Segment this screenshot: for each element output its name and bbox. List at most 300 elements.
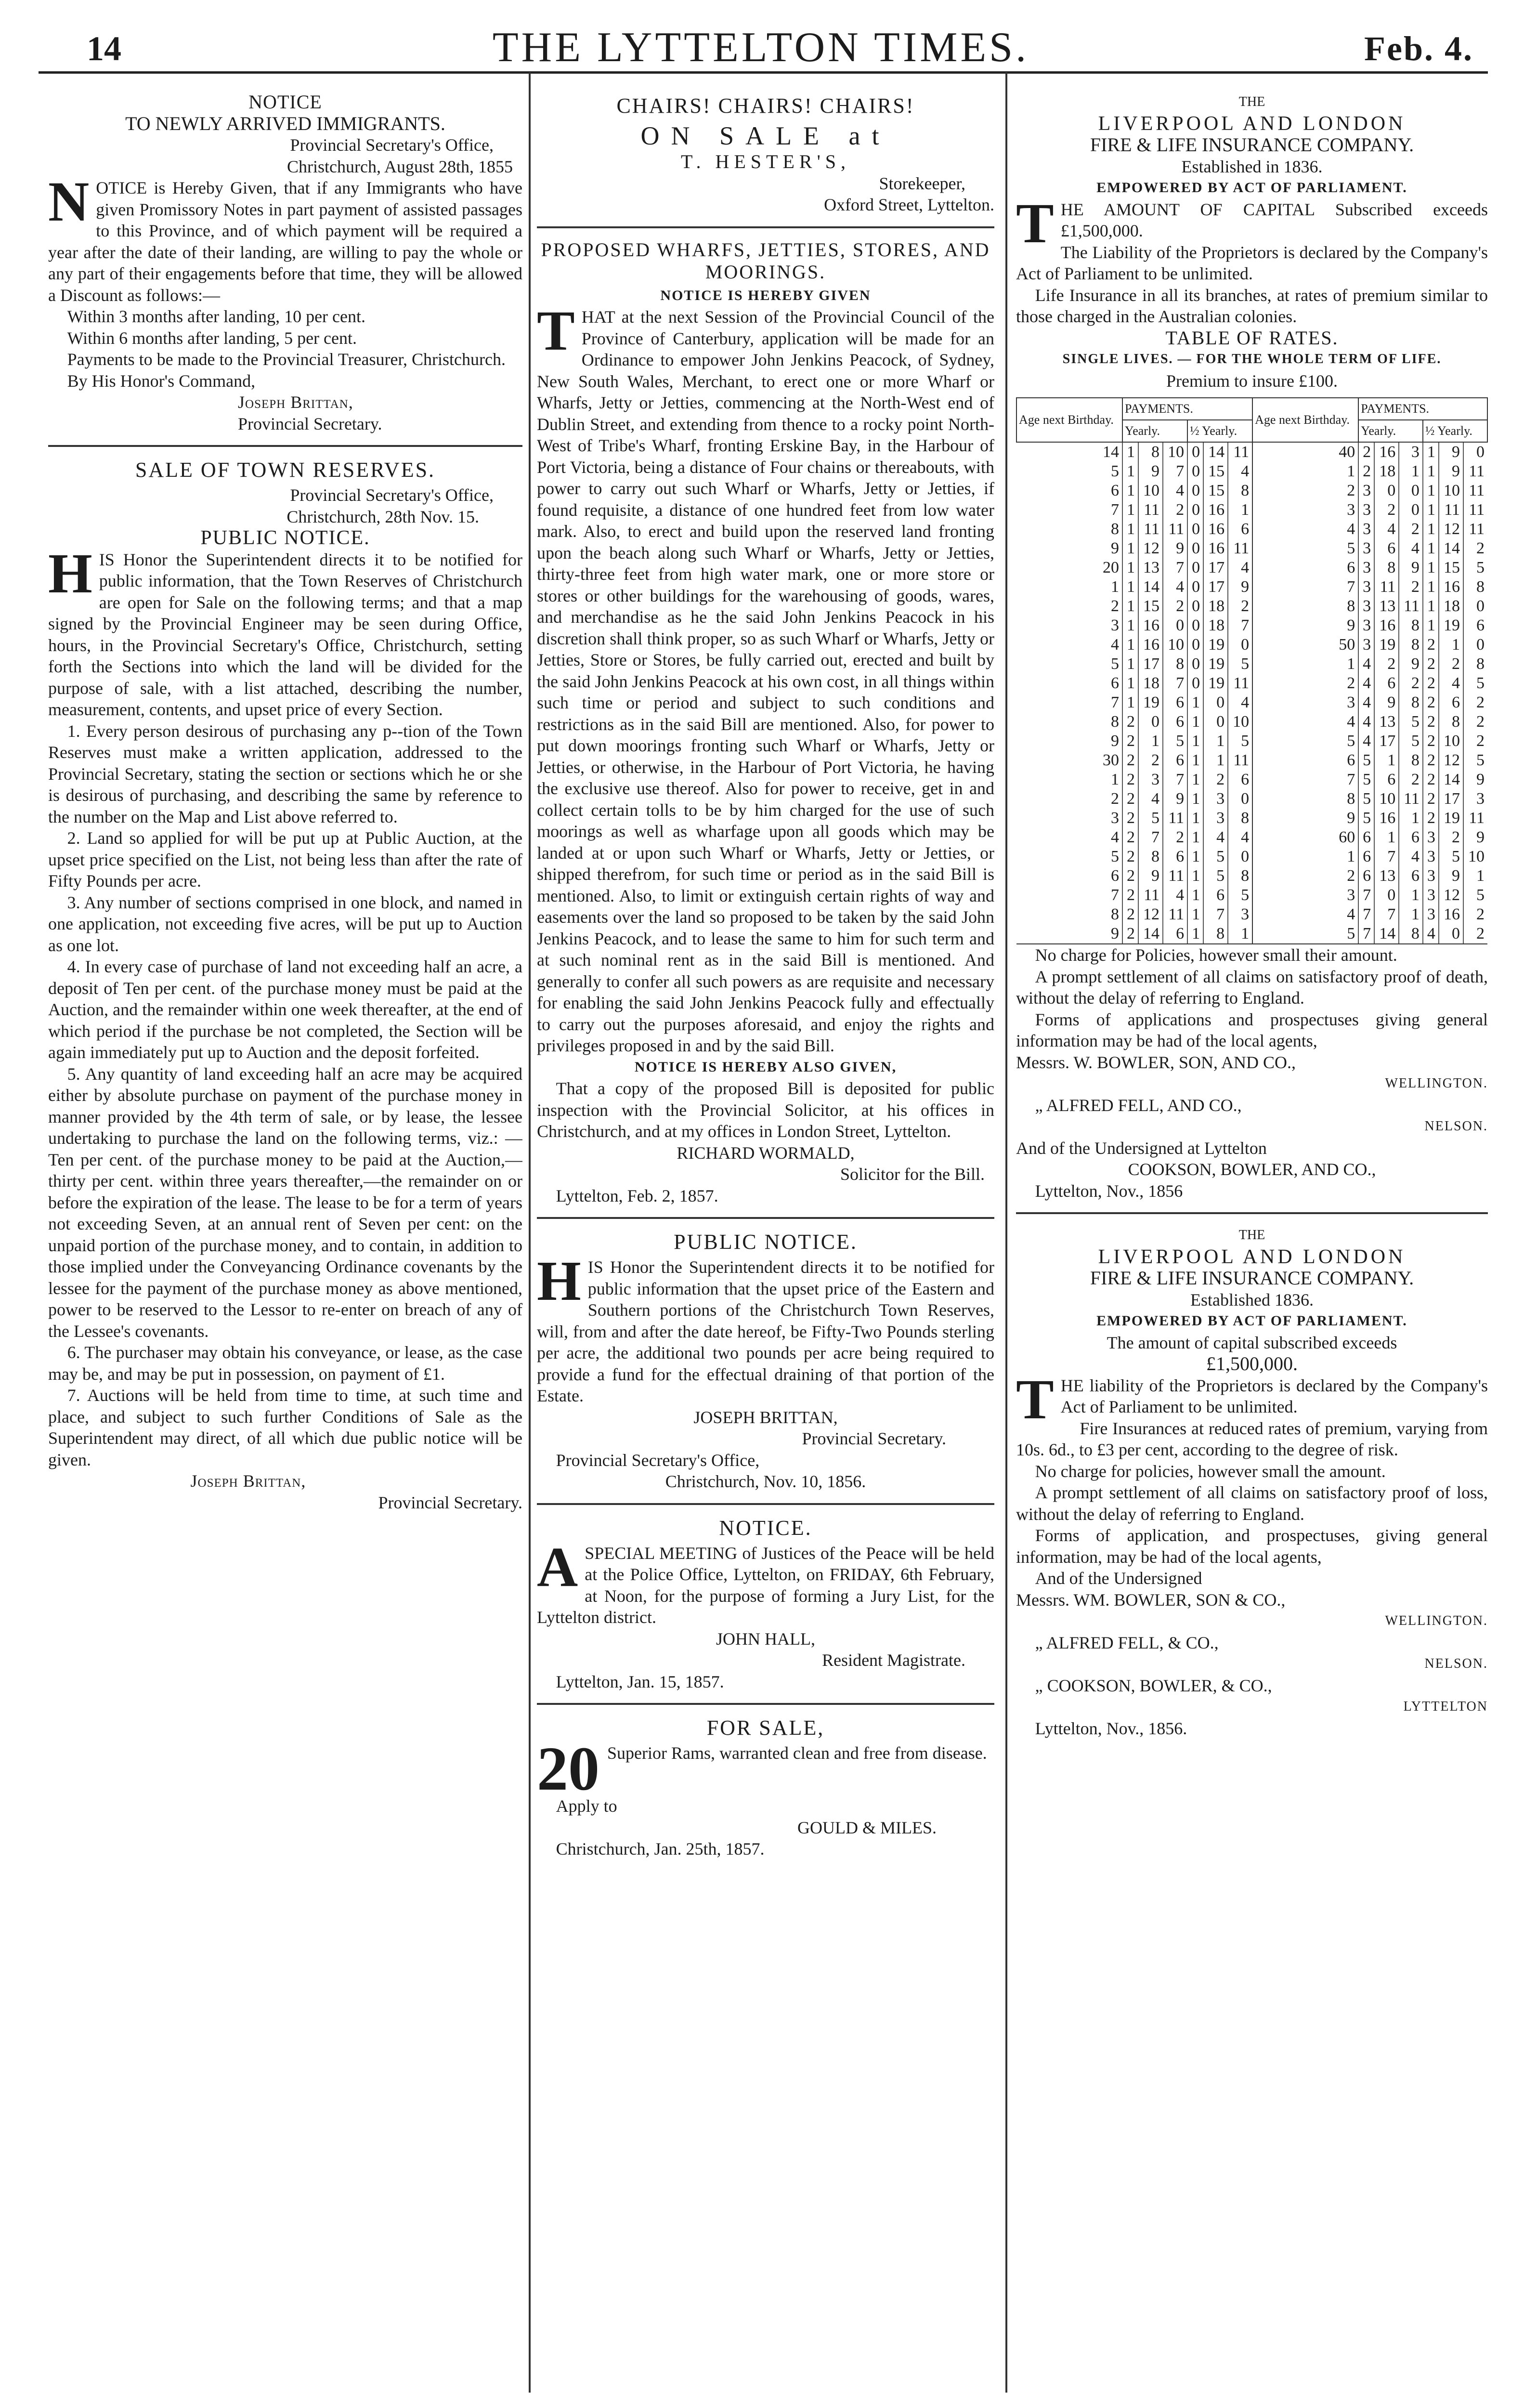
rates-cell: 7 xyxy=(1163,462,1187,481)
capital-line: The amount of capital subscribed exceeds xyxy=(1107,1333,1397,1352)
rates-cell: 3 xyxy=(1358,616,1374,635)
rates-cell: 8 xyxy=(1228,809,1252,828)
rates-cell: 0 xyxy=(1228,789,1252,809)
rates-cell: 19 xyxy=(1374,635,1399,654)
rates-cell: 0 xyxy=(1203,693,1228,712)
signature: Joseph Brittan, xyxy=(190,1471,306,1491)
rates-cell: 6 xyxy=(1358,866,1374,886)
rates-cell: 8 xyxy=(1463,654,1487,674)
rates-row xyxy=(1016,886,1487,905)
rates-cell: 1 xyxy=(1122,597,1138,616)
rates-cell: 9 xyxy=(1163,789,1187,809)
rates-row xyxy=(1016,442,1487,462)
rates-cell: 1 xyxy=(1122,481,1138,500)
rates-cell: 16 xyxy=(1138,635,1163,654)
apply-line: Apply to xyxy=(556,1796,617,1816)
rates-cell: 5 xyxy=(1163,732,1187,751)
discount-line: Within 3 months after landing, 10 per cent. xyxy=(67,307,365,326)
section-rule xyxy=(537,1503,994,1505)
date-line: Lyttelton, Nov., 1856. xyxy=(1035,1718,1187,1738)
empowered-line: EMPOWERED BY ACT OF PARLIAMENT. xyxy=(1096,180,1407,196)
rates-cell: 0 xyxy=(1399,500,1423,520)
notice-heading: NOTICE xyxy=(248,92,322,113)
rates-cell: 13 xyxy=(1374,866,1399,886)
company-name: FIRE & LIFE INSURANCE COMPANY. xyxy=(1090,1267,1414,1289)
term-paragraph: 7. Auctions will be held from time to time, at such time and place, and subject to such further Conditions of Sale as the Superintendent may direct, of all which due public notice will be given. xyxy=(48,1386,522,1469)
rates-cell: 11 xyxy=(1463,500,1487,520)
rates-cell: 5 xyxy=(1463,751,1487,770)
notice-heading: PROPOSED WHARFS, JETTIES, STORES, AND MOORINGS. xyxy=(541,238,990,283)
rates-cell: 0 xyxy=(1187,635,1203,654)
rates-cell: 13 xyxy=(1374,712,1399,732)
rates-cell: 9 xyxy=(1138,462,1163,481)
rates-cell: 1 xyxy=(1111,771,1120,788)
rates-cell: 1 xyxy=(1423,442,1439,462)
rates-cell: 0 xyxy=(1187,481,1203,500)
rates-cell: 1 xyxy=(1187,693,1203,712)
column-divider-2 xyxy=(1005,72,1007,2393)
rates-cell: 7 xyxy=(1228,616,1252,635)
rates-cell: 1 xyxy=(1423,577,1439,597)
rates-cell: 5 xyxy=(1138,809,1163,828)
rates-cell: 9 xyxy=(1374,693,1399,712)
table-title: TABLE OF RATES. xyxy=(1165,327,1339,349)
rates-cell: 1 xyxy=(1228,924,1252,944)
rates-cell: 5 xyxy=(1463,558,1487,577)
office-line: Provincial Secretary's Office, xyxy=(556,1450,760,1470)
agent-name: „ ALFRED FELL, AND CO., xyxy=(1035,1095,1242,1115)
half-yearly-header: ½ Yearly. xyxy=(1423,420,1487,442)
rates-cell: 7 xyxy=(1138,828,1163,847)
rates-cell: 5 xyxy=(1111,462,1120,480)
rates-cell: 30 xyxy=(1103,751,1120,769)
rates-cell: 0 xyxy=(1138,712,1163,732)
for-sale-ad xyxy=(537,1715,994,1860)
rates-cell: 12 xyxy=(1138,539,1163,558)
rates-cell: 1 xyxy=(1122,539,1138,558)
notice-subheading: NOTICE IS HEREBY ALSO GIVEN, xyxy=(634,1059,897,1075)
rates-cell: 7 xyxy=(1111,501,1120,519)
rates-cell: 2 xyxy=(1203,770,1228,789)
rates-cell: 3 xyxy=(1423,847,1439,866)
rates-cell: 0 xyxy=(1463,635,1487,654)
established-line: Established in 1836. xyxy=(1181,157,1323,176)
term-paragraph: 5. Any quantity of land exceeding half an acre may be acquired either by absolute purchase on payment of the purchase money in manner provided by the 4th term of sale, or by lease, the lessee undertaking to purchase the land on the following terms, viz.: —Ten per cent. of the purchase money to be paid at the Auction,—thirty per cent. within three years thereafter,—the remainder on or before the expiration of the lease. The lease to be for a term of years not exceeding Seven, at an annual rent of Seven per cent: on the unpaid portion of the purchase money, and to contain, in addition to those implied under the Conveyancing Ordinance covenants by the lessee for the payment of the purchase money as above mentioned, power to be reserved to the Lessor to re-enter on breach of any of the Lessee's covenants. xyxy=(48,1064,522,1341)
rates-cell: 1 xyxy=(1203,751,1228,770)
rates-cell: 1 xyxy=(1122,577,1138,597)
rates-cell: 0 xyxy=(1187,616,1203,635)
quantity-number: 20 xyxy=(537,1734,599,1804)
rates-cell: 1 xyxy=(1252,654,1358,674)
rates-cell: 2 xyxy=(1374,654,1399,674)
rates-cell: 6 xyxy=(1399,866,1423,886)
rates-cell: 6 xyxy=(1163,847,1187,866)
rates-row xyxy=(1016,847,1487,866)
rates-cell: 3 xyxy=(1358,597,1374,616)
rates-cell: 6 xyxy=(1439,693,1463,712)
signature-role: Solicitor for the Bill. xyxy=(840,1165,985,1184)
rates-cell: 8 xyxy=(1399,924,1423,944)
rates-cell: 2 xyxy=(1399,770,1423,789)
rates-cell: 2 xyxy=(1423,674,1439,693)
rates-cell: 4 xyxy=(1358,674,1374,693)
command-line: By His Honor's Command, xyxy=(67,371,256,391)
section-rule xyxy=(1016,1212,1488,1214)
rates-cell: 1 xyxy=(1423,462,1439,481)
rates-cell: 14 xyxy=(1138,577,1163,597)
ad-line: ON SALE at xyxy=(640,121,891,150)
rates-cell: 1 xyxy=(1228,500,1252,520)
rates-cell: 10 xyxy=(1163,635,1187,654)
rates-cell: 6 xyxy=(1358,847,1374,866)
rates-cell: 3 xyxy=(1111,616,1120,634)
discount-line: Within 6 months after landing, 5 per cent. xyxy=(67,328,357,348)
rates-cell: 4 xyxy=(1358,712,1374,732)
rates-cell: 5 xyxy=(1203,866,1228,886)
rates-cell: 8 xyxy=(1228,866,1252,886)
rates-cell: 9 xyxy=(1111,732,1120,750)
rates-cell: 4 xyxy=(1228,828,1252,847)
agent-name: Messrs. WM. BOWLER, SON & CO., xyxy=(1016,1590,1286,1610)
rates-cell: 3 xyxy=(1423,866,1439,886)
rates-cell: 1 xyxy=(1122,520,1138,539)
rates-cell: 1 xyxy=(1439,635,1463,654)
payments-header: PAYMENTS. xyxy=(1122,398,1252,420)
rates-cell: 1 xyxy=(1399,462,1423,481)
rates-cell: 9 xyxy=(1163,539,1187,558)
table-premium: Premium to insure £100. xyxy=(1166,371,1338,391)
rates-cell: 9 xyxy=(1463,770,1487,789)
date-line: Christchurch, Jan. 25th, 1857. xyxy=(556,1839,765,1858)
rates-row xyxy=(1016,635,1487,654)
rates-cell: 18 xyxy=(1374,462,1399,481)
rates-cell: 18 xyxy=(1203,597,1228,616)
rates-cell: 2 xyxy=(1423,732,1439,751)
rates-cell: 1 xyxy=(1187,789,1203,809)
column-2 xyxy=(537,92,994,2393)
rates-cell: 1 xyxy=(1187,866,1203,886)
rates-cell: 7 xyxy=(1358,905,1374,924)
rates-cell: 8 xyxy=(1399,751,1423,770)
rates-cell: 3 xyxy=(1463,789,1487,809)
rates-cell: 7 xyxy=(1252,577,1358,597)
rates-cell: 8 xyxy=(1374,558,1399,577)
rates-cell: 0 xyxy=(1228,635,1252,654)
rates-cell: 20 xyxy=(1103,559,1120,576)
rates-cell: 3 xyxy=(1358,539,1374,558)
rates-cell: 6 xyxy=(1374,770,1399,789)
rates-cell: 4 xyxy=(1399,539,1423,558)
notice-heading: PUBLIC NOTICE. xyxy=(674,1230,858,1254)
rates-cell: 1 xyxy=(1111,578,1120,596)
public-notice xyxy=(537,1230,994,1492)
rates-cell: 4 xyxy=(1228,693,1252,712)
yearly-header: Yearly. xyxy=(1122,420,1187,442)
rates-cell: 6 xyxy=(1111,867,1120,885)
rates-cell: 7 xyxy=(1163,558,1187,577)
rates-cell: 4 xyxy=(1358,732,1374,751)
rates-cell: 6 xyxy=(1252,751,1358,770)
rates-table xyxy=(1016,397,1488,944)
rates-cell: 3 xyxy=(1228,905,1252,924)
date-line: Lyttelton, Jan. 15, 1857. xyxy=(556,1672,724,1691)
rates-cell: 5 xyxy=(1358,789,1374,809)
rates-cell: 5 xyxy=(1228,654,1252,674)
rates-cell: 1 xyxy=(1122,558,1138,577)
rates-cell: 11 xyxy=(1163,809,1187,828)
agent-place: NELSON. xyxy=(1424,1656,1488,1671)
empowered-line: EMPOWERED BY ACT OF PARLIAMENT. xyxy=(1096,1313,1407,1329)
rates-row xyxy=(1016,481,1487,500)
rates-cell: 11 xyxy=(1163,520,1187,539)
special-meeting-notice xyxy=(537,1516,994,1693)
rates-cell: 2 xyxy=(1122,789,1138,809)
rates-cell: 3 xyxy=(1399,442,1423,462)
rates-cell: 9 xyxy=(1016,924,1122,944)
rates-cell: 0 xyxy=(1439,924,1463,944)
rates-cell: 17 xyxy=(1203,577,1228,597)
rates-cell: 10 xyxy=(1463,847,1487,866)
ad-body: The Liability of the Proprietors is declared by the Company's Act of Parliament to be unlimited. xyxy=(1016,242,1488,283)
rates-cell: 8 xyxy=(1252,789,1358,809)
rates-cell: 2 xyxy=(1463,539,1487,558)
rates-cell: 19 xyxy=(1439,616,1463,635)
rates-cell: 7 xyxy=(1111,694,1120,711)
date-line: Lyttelton, Feb. 2, 1857. xyxy=(556,1186,718,1205)
rates-cell: 6 xyxy=(1111,674,1120,692)
rates-cell: 16 xyxy=(1203,520,1228,539)
rates-cell: 0 xyxy=(1187,462,1203,481)
rates-cell: 5 xyxy=(1111,848,1120,865)
rates-cell: 6 xyxy=(1163,751,1187,770)
rates-cell: 1 xyxy=(1187,751,1203,770)
ad-body: THE liability of the Proprietors is declared by the Company's Act of Parliament to be unlimited. xyxy=(1016,1367,1488,1431)
agent-place: WELLINGTON. xyxy=(1385,1076,1488,1091)
rates-cell: 6 xyxy=(1228,770,1252,789)
notice-body: ASPECIAL MEETING of Justices of the Peace will be held at the Police Office, Lyttelton, on FRIDAY, 6th February, at Noon, for the purpose of forming a Jury List, for the Lyttelton district. xyxy=(537,1535,994,1627)
rates-row xyxy=(1016,751,1487,770)
rates-cell: 15 xyxy=(1439,558,1463,577)
rates-cell: 14 xyxy=(1439,539,1463,558)
rates-cell: 11 xyxy=(1463,481,1487,500)
rates-cell: 19 xyxy=(1203,674,1228,693)
rates-cell: 3 xyxy=(1358,520,1374,539)
rates-cell: 8 xyxy=(1463,577,1487,597)
rates-cell: 1 xyxy=(1187,886,1203,905)
rates-cell: 11 xyxy=(1463,520,1487,539)
rates-cell: 0 xyxy=(1163,616,1187,635)
rates-cell: 2 xyxy=(1423,809,1439,828)
rates-cell: 1 xyxy=(1187,809,1203,828)
rates-cell: 4 xyxy=(1228,462,1252,481)
rates-cell: 8 xyxy=(1439,712,1463,732)
rates-cell: 4 xyxy=(1358,693,1374,712)
rates-cell: 11 xyxy=(1463,462,1487,481)
rates-cell: 16 xyxy=(1374,616,1399,635)
rates-cell: 16 xyxy=(1203,500,1228,520)
agent-place: WELLINGTON. xyxy=(1385,1613,1488,1628)
rates-cell: 11 xyxy=(1163,866,1187,886)
rates-cell: 1 xyxy=(1187,905,1203,924)
rates-cell: 2 xyxy=(1463,693,1487,712)
rates-cell: 4 xyxy=(1374,520,1399,539)
rates-cell: 5 xyxy=(1399,712,1423,732)
rates-cell: 8 xyxy=(1138,847,1163,866)
rates-cell: 7 xyxy=(1374,905,1399,924)
rates-cell: 5 xyxy=(1399,732,1423,751)
agent-name: „ ALFRED FELL, & CO., xyxy=(1035,1633,1219,1652)
rates-cell: 0 xyxy=(1187,597,1203,616)
rates-cell: 4 xyxy=(1358,654,1374,674)
rates-cell: 2 xyxy=(1111,790,1120,808)
rates-cell: 16 xyxy=(1439,905,1463,924)
rates-cell: 1 xyxy=(1187,770,1203,789)
rates-cell: 1 xyxy=(1423,558,1439,577)
rates-cell: 2 xyxy=(1423,654,1439,674)
table-subtitle: SINGLE LIVES. — FOR THE WHOLE TERM OF LIFE. xyxy=(1062,352,1442,366)
rates-row xyxy=(1016,616,1487,635)
rates-row xyxy=(1016,828,1487,847)
rates-cell: 1 xyxy=(1122,442,1138,462)
rates-cell: 11 xyxy=(1463,809,1487,828)
rates-cell: 8 xyxy=(1228,481,1252,500)
rates-cell: 2 xyxy=(1423,635,1439,654)
rates-cell: 2 xyxy=(1138,751,1163,770)
rates-cell: 1 xyxy=(1423,520,1439,539)
rates-cell: 7 xyxy=(1163,674,1187,693)
rates-cell: 10 xyxy=(1138,481,1163,500)
rates-cell: 0 xyxy=(1228,847,1252,866)
rates-cell: 5 xyxy=(1228,886,1252,905)
rates-cell: 7 xyxy=(1163,770,1187,789)
ad-body: A prompt settlement of all claims on satisfactory proof of loss, without the delay of referring to England. xyxy=(1016,1483,1488,1524)
rates-cell: 0 xyxy=(1203,712,1228,732)
rates-cell: 4 xyxy=(1163,481,1187,500)
rates-row xyxy=(1016,693,1487,712)
ad-body: No charge for policies, however small the amount. xyxy=(1035,1461,1386,1481)
rates-cell: 1 xyxy=(1252,847,1358,866)
rates-cell: 11 xyxy=(1228,539,1252,558)
rates-cell: 2 xyxy=(1423,751,1439,770)
rates-cell: 50 xyxy=(1252,635,1358,654)
chairs-ad xyxy=(537,93,994,216)
rates-cell: 0 xyxy=(1463,442,1487,462)
rates-cell: 1 xyxy=(1203,732,1228,751)
age-header: Age next Birthday. xyxy=(1016,398,1122,442)
rates-cell: 7 xyxy=(1374,847,1399,866)
ad-heading: FOR SALE, xyxy=(706,1716,825,1740)
rates-cell: 13 xyxy=(1374,597,1399,616)
rates-cell: 0 xyxy=(1187,442,1203,462)
rates-cell: 1 xyxy=(1122,693,1138,712)
rates-cell: 13 xyxy=(1138,558,1163,577)
rates-cell: 9 xyxy=(1111,539,1120,557)
ad-body: A prompt settlement of all claims on satisfactory proof of death, without the delay of referring to England. xyxy=(1016,967,1488,1008)
rates-cell: 7 xyxy=(1203,905,1228,924)
rates-cell: 5 xyxy=(1252,924,1358,944)
rates-cell: 16 xyxy=(1439,577,1463,597)
rates-cell: 4 xyxy=(1252,712,1358,732)
rates-cell: 4 xyxy=(1111,828,1120,846)
rates-cell: 18 xyxy=(1439,597,1463,616)
rates-cell: 16 xyxy=(1374,442,1399,462)
rates-cell: 9 xyxy=(1463,828,1487,847)
rates-cell: 19 xyxy=(1203,654,1228,674)
rates-cell: 10 xyxy=(1439,732,1463,751)
rates-cell: 2 xyxy=(1122,712,1138,732)
rates-cell: 4 xyxy=(1399,847,1423,866)
rates-cell: 11 xyxy=(1138,500,1163,520)
rates-cell: 1 xyxy=(1423,539,1439,558)
rates-cell: 6 xyxy=(1228,520,1252,539)
ad-body: Life Insurance in all its branches, at rates of premium similar to those charged in the Australian colonies. xyxy=(1016,285,1488,326)
rates-cell: 5 xyxy=(1358,809,1374,828)
rates-cell: 2 xyxy=(1358,442,1374,462)
rates-cell: 2 xyxy=(1122,924,1138,944)
rates-cell: 11 xyxy=(1138,520,1163,539)
rates-cell: 0 xyxy=(1187,654,1203,674)
term-paragraph: 6. The purchaser may obtain his conveyance, or lease, as the case may be, and may be put in possession, on payment of £1. xyxy=(48,1343,522,1384)
agent-name: COOKSON, BOWLER, AND CO., xyxy=(1128,1160,1376,1179)
rates-row xyxy=(1016,500,1487,520)
rates-cell: 6 xyxy=(1374,674,1399,693)
rates-cell: 3 xyxy=(1423,905,1439,924)
rates-cell: 2 xyxy=(1122,770,1138,789)
rates-cell: 1 xyxy=(1122,500,1138,520)
wharfs-notice xyxy=(537,239,994,1207)
rates-cell: 9 xyxy=(1252,616,1358,635)
notice-heading: SALE OF TOWN RESERVES. xyxy=(135,458,436,482)
office-line: Provincial Secretary's Office, xyxy=(290,135,494,155)
column-divider-1 xyxy=(529,72,531,2393)
page-number: 14 xyxy=(87,29,121,68)
rates-cell: 17 xyxy=(1203,558,1228,577)
rates-cell: 3 xyxy=(1138,770,1163,789)
rates-row xyxy=(1016,654,1487,674)
rates-cell: 2 xyxy=(1423,770,1439,789)
page-header xyxy=(34,19,1488,72)
insurance-ad-life xyxy=(1016,92,1488,1202)
date-line: Christchurch, Nov. 10, 1856. xyxy=(665,1472,866,1491)
rates-cell: 1 xyxy=(1122,462,1138,481)
rates-cell: 2 xyxy=(1439,828,1463,847)
rates-row xyxy=(1016,520,1487,539)
notice-body: NOTICE is Hereby Given, that if any Immigrants who have given Promissory Notes in part payment of assisted passages to this Province, and of which payment will be required a year after the date of their landing, are willing to pay the whole or any part of their engagements before that time, they will be allowed a Discount as follows:— xyxy=(48,170,522,305)
signature: RICHARD WORMALD, xyxy=(677,1143,855,1163)
rates-cell: 1 xyxy=(1399,905,1423,924)
rates-cell: 7 xyxy=(1358,886,1374,905)
rates-cell: 4 xyxy=(1439,674,1463,693)
rates-cell: 2 xyxy=(1252,481,1358,500)
company-name: LIVERPOOL AND LONDON xyxy=(1098,1245,1406,1268)
section-rule xyxy=(537,226,994,228)
rates-cell: 2 xyxy=(1163,500,1187,520)
rates-cell: 6 xyxy=(1163,924,1187,944)
notice-body: THAT at the next Session of the Provincial Council of the Province of Canterbury, application will be made for an Ordinance to empower John Jenkins Peacock, of Sydney, New South Wales, Merchant, to erect one or more Wharf or Wharfs, Jetty or Jetties, commencing at the North-West end of Dublin Street, and extending from thence to a rocky point North-West of Tribe's Wharf, fronting Erskine Bay, in the Harbour of Port Victoria, being a distance of Four chains or thereabouts, with power to carry out such Wharf or Wharfs, Jetty or Jetties, if found requisite, a distance of one hundred feet from low water mark. Also, to erect and build upon the reserved land fronting upon the beach along such Wharf or Wharfs, Jetty or Jetties, thirty-three feet from high water mark, one or more store or stores or other buildings for the warehousing of goods, wares, and merchandise as he the said John Jenkins Peacock in his discretion shall think proper, so as such Wharf or Wharfs, Jetty or Jetties, Store or Stores, be fully carried out, erected and built by the said John Jenkins Peacock at his own cost, in all things within such time or period and subject to such conditions and restrictions as in the said Bill are mentioned. Also, for power to put down moorings fronting such Wharf or Wharfs, Jetty or Jetties, or otherwise, in the Harbour of Port Victoria, he having the exclusive use thereof. Also for power to receive, get in and collect certain tolls to be by him charged for the use of such moorings as well as wharfage upon all goods which may be landed at or upon such Wharf or Wharfs, Jetty or Jetties, or shipped therefrom, for such time or period as in the said Bill is mentioned. Also, to limit or extinguish certain rights of way and easements over the land so proposed to be taken by the said John Jenkins Peacock, and to lease the same to him for such term and at such nominal rent as in the said Bill is mentioned. And generally to confer all such powers as are requisite and necessary for enabling the said John Jenkins Peacock fully and effectually to carry out the purposes aforesaid, and enjoy the rights and privileges proposed in and by the said Bill. xyxy=(537,299,994,1055)
rates-cell: 2 xyxy=(1423,789,1439,809)
rates-cell: 1 xyxy=(1187,732,1203,751)
notice-subheading: PUBLIC NOTICE. xyxy=(200,527,370,549)
rates-cell: 8 xyxy=(1203,924,1228,944)
rates-cell: 9 xyxy=(1399,558,1423,577)
rates-cell: 2 xyxy=(1122,732,1138,751)
rates-cell: 1 xyxy=(1187,847,1203,866)
column-1 xyxy=(48,92,522,2393)
rates-cell: 6 xyxy=(1203,886,1228,905)
notice-body: HIS Honor the Superintendent directs it to be notified for public information, that the Town Reserves of Christchurch are open for Sale on the following terms; and that a map signed by the Provincial Engineer may be seen during Office, hours, in the Provincial Secretary's Office, Christchurch, setting forth the Sections into which the land will be divided for the purpose of sale, with a list attached, describing the number, measurement, contents, and upset price of every Section. xyxy=(48,541,522,719)
rates-cell: 2 xyxy=(1163,828,1187,847)
rates-cell: 15 xyxy=(1203,462,1228,481)
